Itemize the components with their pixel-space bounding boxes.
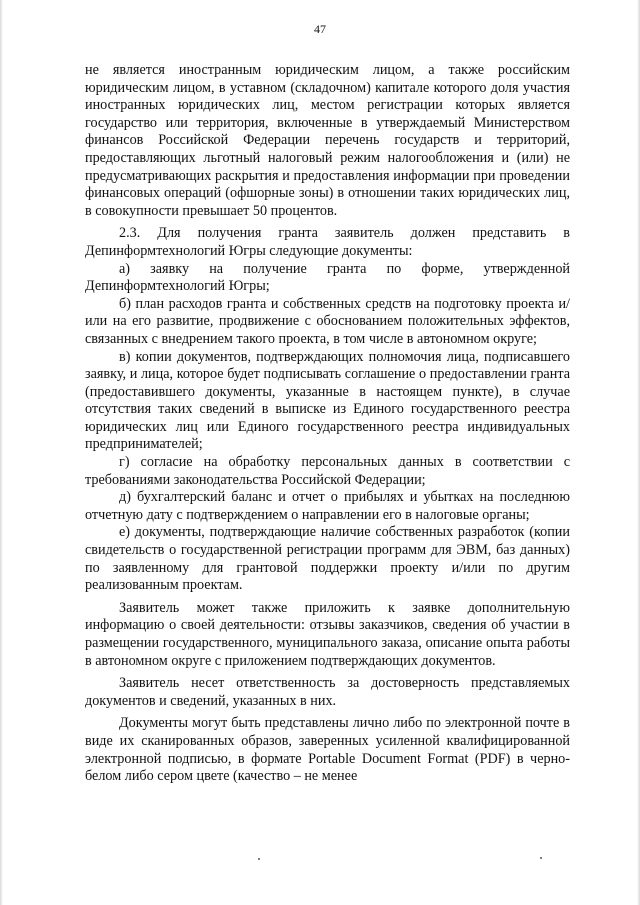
paragraph-2-3-documents-list: 2.3. Для получения гранта заявитель должен представить в Депинформтехнологий Югры следующие документы: [85, 225, 570, 259]
paragraph-item-g: г) согласие на обработку персональных данных в соответствии с требованиями законодательства Российской Федерации; [85, 454, 570, 488]
page-number: 47 [314, 22, 326, 36]
scan-speck [540, 857, 542, 859]
scan-speck [258, 858, 260, 860]
paragraph-submission-format: Документы могут быть представлены лично либо по электронной почте в виде их сканированных образов, заверенных усиленной квалифицированной электронной подписью, в формате Portable Document Format (PDF) в черно-белом либо сером цвете (качество – не менее [85, 715, 570, 785]
paragraph-item-b: б) план расходов гранта и собственных средств на подготовку проекта и/или на его развитие, продвижение с обоснованием положительных эффектов, связанных с внедрением такого проекта, в том числе в автономном округе; [85, 295, 570, 347]
paragraph-item-d: д) бухгалтерский баланс и отчет о прибылях и убытках на последнюю отчетную дату с подтверждением о направлении его в налоговые органы; [85, 489, 570, 523]
paragraph-item-a: а) заявку на получение гранта по форме, утвержденной Депинформтехнологий Югры; [85, 260, 570, 295]
document-body [85, 62, 570, 786]
paragraph-offshore-condition: не является иностранным юридическим лицом, а также российским юридическим лицом, в уставном (складочном) капитале которого доля участия иностранных юридических лиц, местом регистрации которых является государство или территория, включенные в утверждаемый Министерством финансов Российской Федерации перечень государств и территорий, предоставляющих льготный налоговый режим налогообложения и (или) не предусматривающих раскрытия и предоставления информации при проведении финансовых операций (офшорные зоны) в отношении таких юридических лиц, в совокупности превышает 50 процентов. [85, 62, 570, 219]
scan-edge-left [0, 0, 3, 905]
paragraph-item-e: е) документы, подтверждающие наличие собственных разработок (копии свидетельств о государственной регистрации программ для ЭВМ, баз данных) по заявленному для грантовой поддержки проекту и/или по другим реализованным проектам. [85, 524, 570, 594]
paragraph-additional-info: Заявитель может также приложить к заявке дополнительную информацию о своей деятельности: отзывы заказчиков, сведения об участии в размещении государственного, муниципального заказа, описание опыта работы в автономном округе с приложением подтверждающих документов. [85, 599, 570, 669]
paragraph-responsibility: Заявитель несет ответственность за достоверность представляемых документов и сведений, указанных в них. [85, 675, 570, 709]
paragraph-item-v: в) копии документов, подтверждающих полномочия лица, подписавшего заявку, и лица, которое будет подписывать соглашение о предоставлении гранта (предоставившего документы, указанные в настоящем пункте), в случае отсутствия таких сведений в выписке из Единого государственного реестра юридических лиц или Единого государственного реестра индивидуальных предпринимателей; [85, 348, 570, 453]
